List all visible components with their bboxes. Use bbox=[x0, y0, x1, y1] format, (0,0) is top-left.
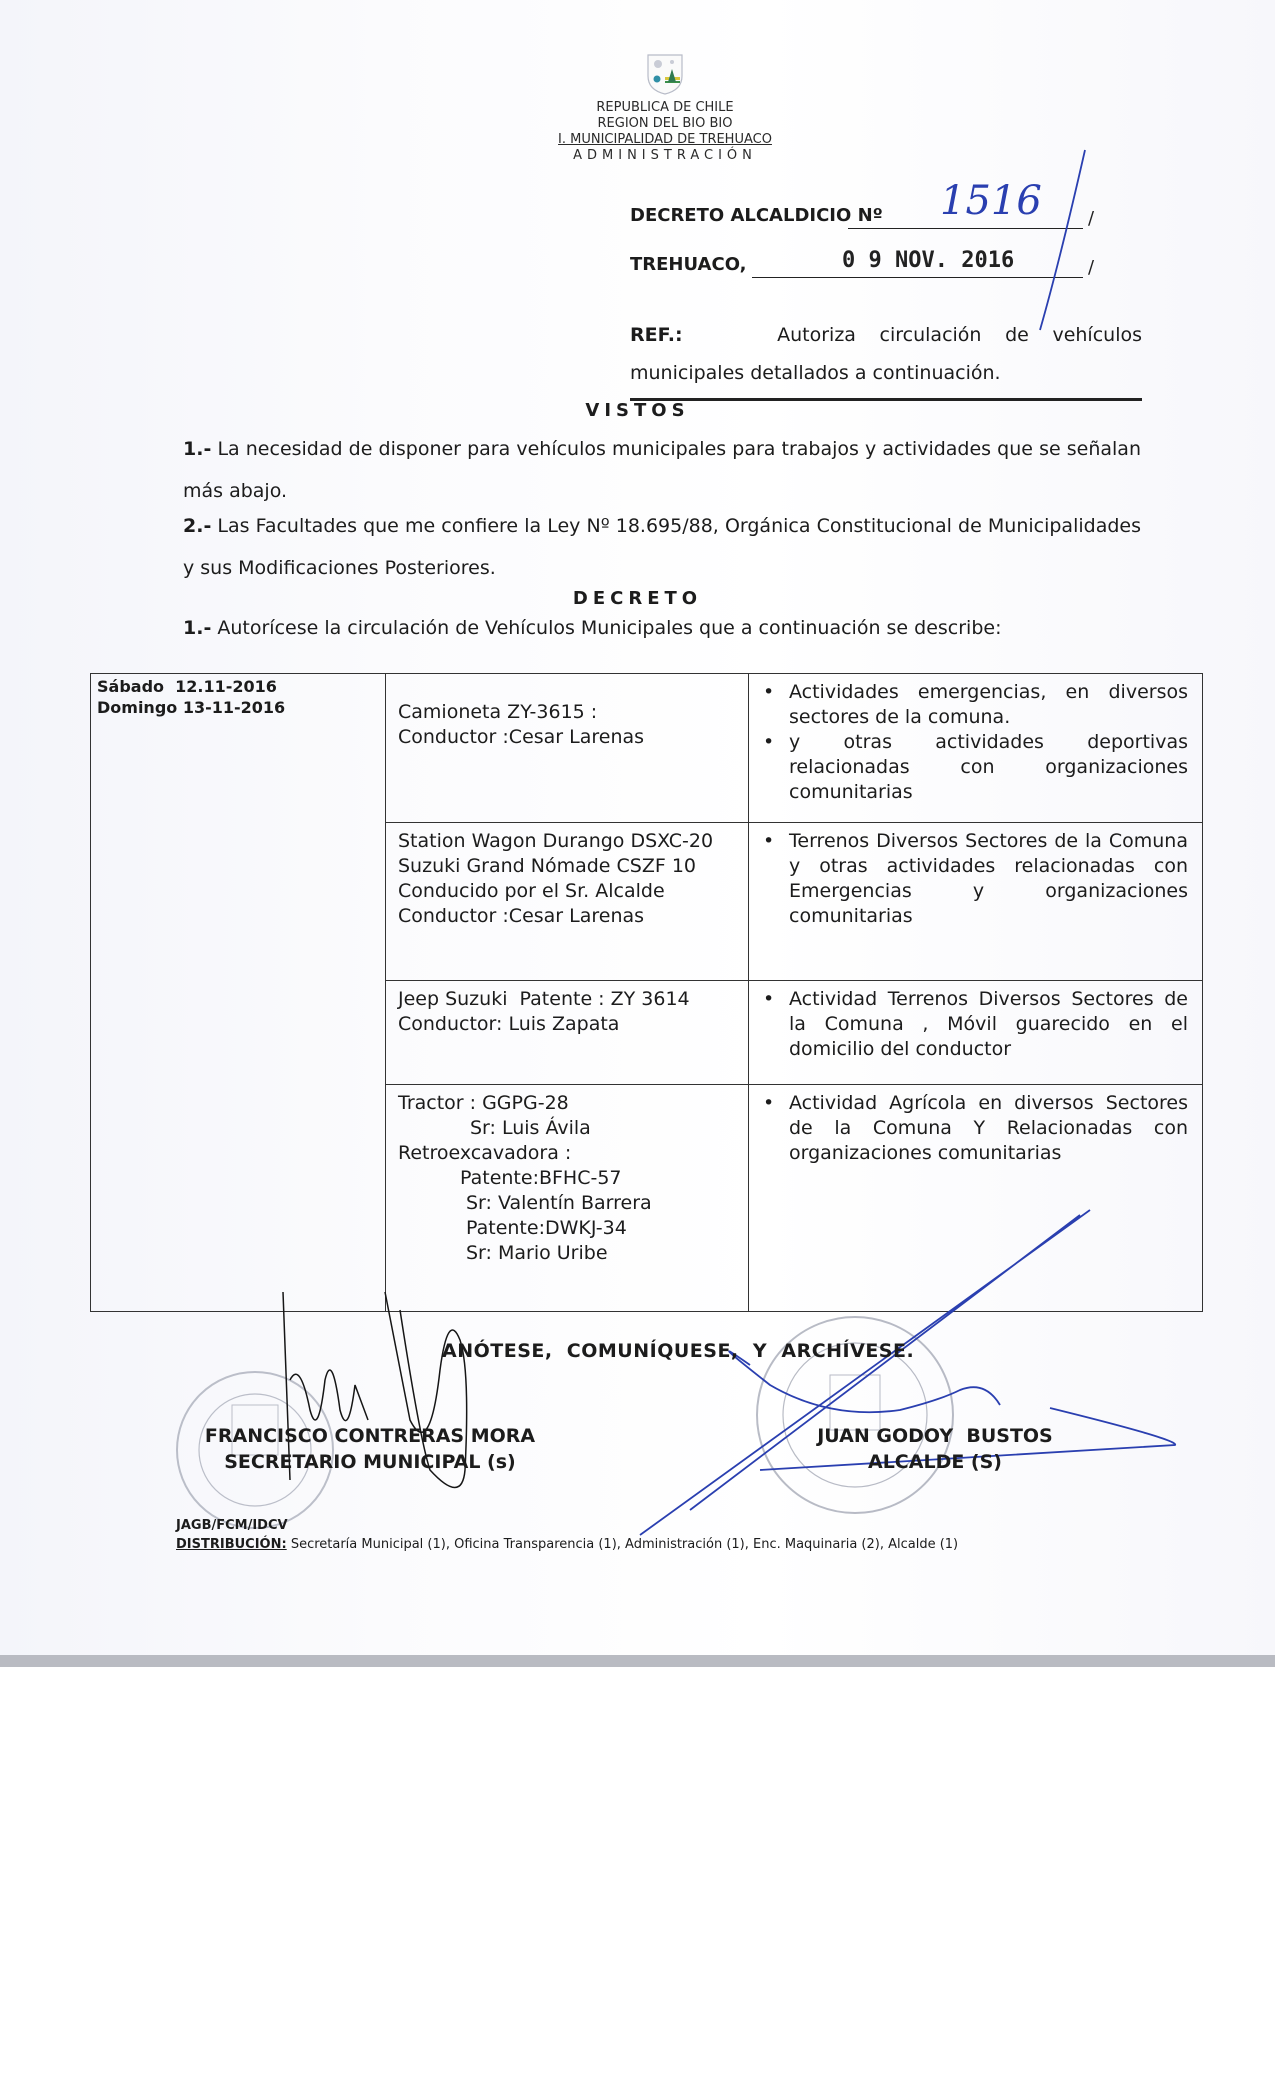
vehicle-line: Camioneta ZY-3615 : bbox=[398, 701, 598, 723]
decree-number-line bbox=[848, 228, 1083, 229]
ref-label: REF.: bbox=[630, 324, 683, 346]
vistos-item-1-text: La necesidad de disponer para vehículos municipales para trabajos y actividades que se señalan más abajo. bbox=[183, 438, 1141, 502]
ref-text-2: municipales detallados a continuación. bbox=[630, 362, 1001, 384]
header-region: REGION DEL BIO BIO bbox=[597, 116, 733, 131]
vistos-item-2-num: 2.- bbox=[183, 515, 212, 537]
author-initials: JAGB/FCM/IDCV bbox=[176, 1518, 288, 1533]
date-slash: / bbox=[1088, 257, 1095, 278]
vehicle-line: Patente:BFHC-57 bbox=[460, 1167, 622, 1190]
header-municipality-text: I. MUNICIPALIDAD DE TREHUACO bbox=[558, 132, 772, 147]
vehicle-line: Conducido por el Sr. Alcalde bbox=[398, 880, 665, 903]
decreto-item-1 bbox=[183, 607, 1141, 649]
decree-number-value: 1516 bbox=[940, 178, 1042, 224]
vehicle-line: Conductor :Cesar Larenas bbox=[398, 726, 645, 748]
vistos-item-2-text: Las Facultades que me confiere la Ley Nº 18.695/88, Orgánica Constitucional de Municipalidades y sus Modificaciones Posteriores. bbox=[183, 515, 1141, 579]
vehicle-line: Retroexcavadora : bbox=[398, 1142, 572, 1165]
vehicle-line: Sr: Valentín Barrera bbox=[466, 1192, 652, 1215]
activity-cell bbox=[749, 981, 1203, 1085]
decreto-item-1-num: 1.- bbox=[183, 617, 212, 639]
secretary-title: SECRETARIO MUNICIPAL (s) bbox=[224, 1451, 516, 1473]
ref-text-1: Autoriza circulación de vehículos bbox=[777, 324, 1142, 346]
vehicle-line: Conductor: Luis Zapata bbox=[398, 1013, 620, 1036]
ref-block bbox=[630, 316, 1142, 392]
vehicle-cell bbox=[386, 674, 749, 823]
decreto-title: DECRETO bbox=[572, 588, 703, 609]
vehicle-line: Patente:DWKJ-34 bbox=[466, 1217, 627, 1240]
vehicle-line: Station Wagon Durango DSXC-20 bbox=[398, 830, 714, 853]
distribution-line bbox=[176, 1537, 958, 1552]
scan-edge bbox=[0, 1655, 1275, 1667]
ref-line-1 bbox=[630, 316, 1142, 354]
date-sunday: Domingo 13-11-2016 bbox=[97, 698, 286, 717]
vehicle-cell bbox=[386, 981, 749, 1085]
date-line bbox=[752, 277, 1083, 278]
vehicle-line: Sr: Luis Ávila bbox=[470, 1117, 591, 1140]
secretary-block bbox=[180, 1423, 560, 1475]
distribution-text: Secretaría Municipal (1), Oficina Transparencia (1), Administración (1), Enc. Maquinaria (2), Alcalde (1) bbox=[286, 1537, 959, 1552]
place-label: TREHUACO, bbox=[630, 254, 747, 275]
mayor-block bbox=[790, 1423, 1080, 1475]
mayor-name: JUAN GODOY BUSTOS bbox=[817, 1425, 1053, 1447]
mayor-title: ALCALDE (S) bbox=[868, 1451, 1002, 1473]
activity-item: • Actividad Terrenos Diversos Sectores de la Comuna , Móvil guarecido en el domicilio del conductor bbox=[789, 987, 1188, 1062]
vehicle-line: Sr: Mario Uribe bbox=[466, 1242, 608, 1265]
decree-number-slash: / bbox=[1088, 208, 1095, 229]
decreto-item-1-text: Autorícese la circulación de Vehículos Municipales que a continuación se describe: bbox=[217, 617, 1002, 639]
table-row bbox=[91, 674, 1203, 823]
date-saturday: Sábado 12.11-2016 bbox=[97, 677, 277, 696]
distribution-label: DISTRIBUCIÓN: bbox=[176, 1537, 287, 1552]
vehicle-line: Tractor : GGPG-28 bbox=[398, 1092, 569, 1115]
activity-cell bbox=[749, 823, 1203, 981]
vehicle-cell bbox=[386, 823, 749, 981]
header-department: ADMINISTRACIÓN bbox=[573, 148, 757, 163]
vistos-item-1-num: 1.- bbox=[183, 438, 212, 460]
vehicles-table bbox=[90, 673, 1203, 1312]
decree-number-label: DECRETO ALCALDICIO Nº bbox=[630, 205, 883, 226]
vehicle-line: Conductor :Cesar Larenas bbox=[398, 905, 645, 928]
activity-item: • y otras actividades deportivas relacionadas con organizaciones comunitarias bbox=[789, 730, 1188, 805]
activity-item: • Actividades emergencias, en diversos sectores de la comuna. bbox=[789, 680, 1188, 730]
closing-formula: ANÓTESE, COMUNÍQUESE, Y ARCHÍVESE. bbox=[442, 1340, 915, 1362]
vehicle-line: Jeep Suzuki Patente : ZY 3614 bbox=[398, 988, 690, 1011]
activity-cell bbox=[749, 1085, 1203, 1312]
secretary-name: FRANCISCO CONTRERAS MORA bbox=[204, 1425, 536, 1447]
municipal-crest-icon bbox=[645, 52, 685, 96]
header-municipality bbox=[440, 132, 890, 148]
activity-item: • Actividad Agrícola en diversos Sectores de la Comuna Y Relacionadas con organizaciones comunitarias bbox=[789, 1091, 1188, 1166]
vistos-item-1 bbox=[183, 428, 1141, 512]
activity-item: • Terrenos Diversos Sectores de la Comuna y otras actividades relacionadas con Emergencias y organizaciones comunitarias bbox=[789, 829, 1188, 929]
header-country: REPUBLICA DE CHILE bbox=[596, 100, 734, 115]
vehicle-cell bbox=[386, 1085, 749, 1312]
dates-cell bbox=[91, 674, 386, 1312]
vistos-item-2 bbox=[183, 505, 1141, 589]
vistos-title: VISTOS bbox=[585, 400, 690, 421]
vehicle-line: Suzuki Grand Nómade CSZF 10 bbox=[398, 855, 697, 878]
decree-date-stamp: 0 9 NOV. 2016 bbox=[842, 248, 1015, 273]
activity-cell bbox=[749, 674, 1203, 823]
